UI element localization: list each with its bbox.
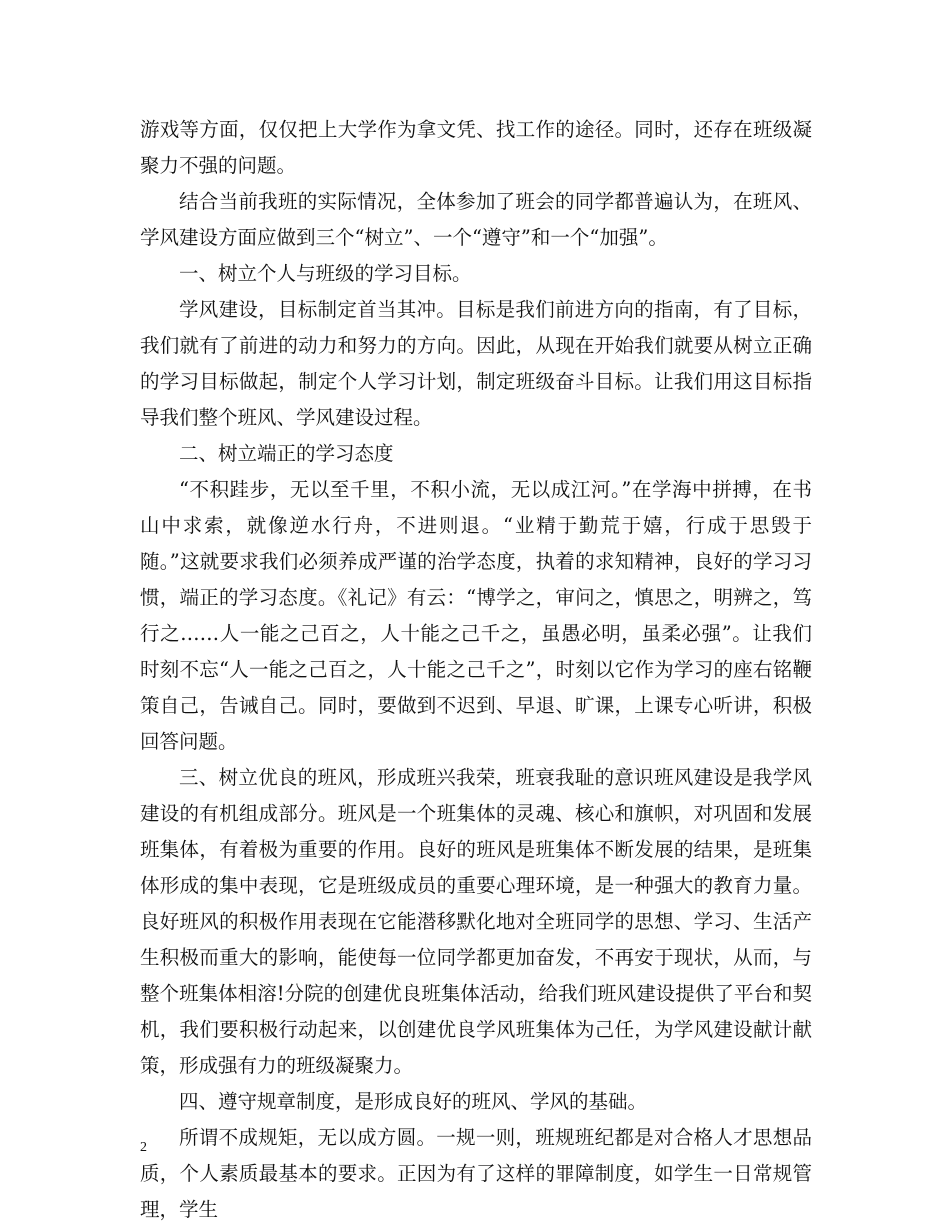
paragraph-class-spirit: 三、树立优良的班风，形成班兴我荣，班衰我耻的意识班风建设是我学风建设的有机组成部分。班风是一个班集体的灵魂、核心和旗帜，对巩固和发展班集体，有着极为重要的作用。良好的班风是班集体不断发展的结果，是班集体形成的集中表现，它是班级成员的重要心理环境，是一种强大的教育力量。良好班风的积极作用表现在它能潜移默化地对全班同学的思想、学习、生活产生积极而重大的影响，能使每一位同学都更加奋发，不再安于现状，从而，与整个班集体相溶!分院的创建优良班集体活动，给我们班风建设提供了平台和契机，我们要积极行动起来，以创建优良学风班集体为己任，为学风建设献计献策，形成强有力的班级凝聚力。 — [140, 766, 812, 1077]
section-heading-1: 一、树立个人与班级的学习目标。 — [179, 262, 472, 285]
paragraph-attitude: “不积跬步，无以至千里，不积小流，无以成江河。”在学海中拼搏，在书山中求索，就像逆水行舟，不进则退。“业精于勤荒于嬉，行成于思毁于随。”这就要求我们必须养成严谨的治学态度，执着的求知精神，良好的学习习惯，端正的学习态度。《礼记》有云：“博学之，审问之，慎思之，明辨之，笃行之……人一能之己百之，人十能之己千之，虽愚必明，虽柔必强”。让我们时刻不忘“人一能之己百之，人十能之己千之”，时刻以它作为学习的座右铭鞭策自己，告诫自己。同时，要做到不迟到、早退、旷课，上课专心听讲，积极回答问题。 — [140, 478, 812, 753]
paragraph-continuation: 游戏等方面，仅仅把上大学作为拿文凭、找工作的途径。同时，还存在班级凝聚力不强的问题。 — [140, 118, 812, 177]
page-number: 2 — [140, 1140, 147, 1155]
paragraph-goals: 学风建设，目标制定首当其冲。目标是我们前进方向的指南，有了目标，我们就有了前进的动力和努力的方向。因此，从现在开始我们就要从树立正确的学习目标做起，制定个人学习计划，制定班级奋斗目标。让我们用这目标指导我们整个班风、学风建设过程。 — [140, 298, 812, 429]
section-heading-4: 四、遵守规章制度，是形成良好的班风、学风的基础。 — [179, 1090, 648, 1113]
document-body — [140, 112, 812, 1228]
paragraph-intro: 结合当前我班的实际情况，全体参加了班会的同学都普遍认为，在班风、学风建设方面应做到三个“树立”、一个“遵守”和一个“加强”。 — [140, 190, 812, 249]
paragraph-rules: 所谓不成规矩，无以成方圆。一规一则，班规班纪都是对合格人才思想品质，个人素质最基本的要求。正因为有了这样的罪障制度，如学生一日常规管理，学生 — [140, 1126, 812, 1221]
section-heading-2: 二、树立端正的学习态度 — [179, 442, 394, 465]
